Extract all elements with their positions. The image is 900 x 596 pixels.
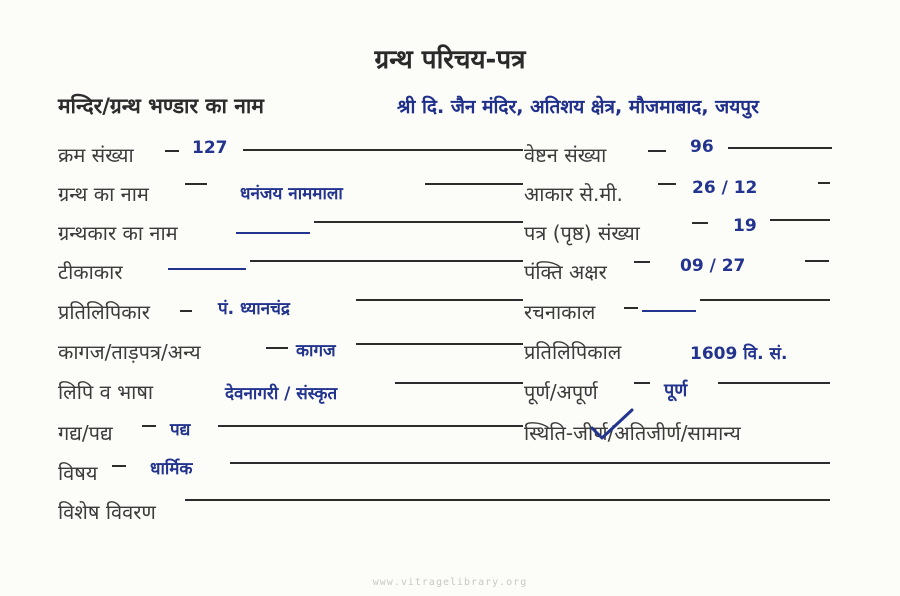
line-letters-value: 09 / 27 bbox=[680, 256, 746, 276]
fill-line bbox=[218, 425, 523, 427]
temple-name-label: मन्दिर/ग्रन्थ भण्डार का नाम bbox=[58, 94, 264, 118]
composition-period-label: रचनाकाल bbox=[524, 300, 596, 324]
checkmark-icon bbox=[588, 406, 636, 442]
complete-incomplete-label: पूर्ण/अपूर्ण bbox=[524, 380, 598, 404]
fill-line bbox=[700, 299, 830, 301]
dash bbox=[634, 382, 650, 384]
complete-incomplete-value: पूर्ण bbox=[664, 380, 688, 401]
temple-name-value: श्री दि. जैन मंदिर, अतिशय क्षेत्र, मौजमाबाद, जयपुर bbox=[397, 96, 759, 118]
fill-line bbox=[314, 221, 523, 223]
line-letters-label: पंक्ति अक्षर bbox=[524, 260, 607, 284]
material-label: कागज/ताड़पत्र/अन्य bbox=[58, 340, 201, 364]
page-count-value: 19 bbox=[733, 216, 757, 236]
blank-value-line bbox=[168, 268, 246, 270]
fill-line bbox=[395, 382, 523, 384]
copyist-label: प्रतिलिपिकार bbox=[58, 300, 150, 324]
dash bbox=[634, 261, 650, 263]
fill-line bbox=[356, 343, 523, 345]
commentator-label: टीकाकार bbox=[58, 260, 123, 284]
special-details-label: विशेष विवरण bbox=[58, 500, 156, 524]
blank-value-line bbox=[642, 310, 696, 312]
book-name-label: ग्रन्थ का नाम bbox=[58, 182, 149, 206]
dash bbox=[142, 425, 156, 427]
bundle-number-value: 96 bbox=[690, 137, 714, 157]
dash bbox=[266, 347, 288, 349]
subject-value: धार्मिक bbox=[150, 459, 193, 479]
fill-line bbox=[250, 260, 523, 262]
fill-line bbox=[728, 147, 832, 149]
fill-line bbox=[230, 462, 830, 464]
copy-period-label: प्रतिलिपिकाल bbox=[524, 340, 622, 364]
fill-line bbox=[425, 183, 523, 185]
prose-verse-label: गद्य/पद्य bbox=[58, 421, 113, 445]
dash bbox=[805, 260, 829, 262]
page-count-label: पत्र (पृष्ठ) संख्या bbox=[524, 221, 640, 245]
subject-label: विषय bbox=[58, 461, 98, 485]
fill-line bbox=[356, 299, 523, 301]
serial-number-label: क्रम संख्या bbox=[58, 143, 134, 167]
script-language-label: लिपि व भाषा bbox=[58, 380, 154, 404]
fill-line bbox=[718, 382, 830, 384]
dash bbox=[180, 310, 192, 312]
dash bbox=[185, 183, 207, 185]
watermark: www.vitragelibrary.org bbox=[372, 577, 528, 588]
dash bbox=[624, 307, 638, 309]
fill-line bbox=[243, 149, 523, 151]
dash bbox=[692, 222, 708, 224]
prose-verse-value: पद्य bbox=[170, 420, 191, 440]
card-title: ग्रन्थ परिचय-पत्र bbox=[374, 45, 526, 75]
material-value: कागज bbox=[296, 341, 336, 361]
fill-line bbox=[185, 499, 830, 501]
copy-period-value: 1609 वि. सं. bbox=[690, 344, 788, 364]
blank-value-line bbox=[236, 232, 310, 234]
dash bbox=[648, 150, 666, 152]
script-language-value: देवनागरी / संस्कृत bbox=[225, 384, 338, 404]
condition-label: स्थिति-जीर्ण/अतिजीर्ण/सामान्य bbox=[524, 421, 741, 445]
author-name-label: ग्रन्थकार का नाम bbox=[58, 221, 178, 245]
size-cm-label: आकार से.मी. bbox=[524, 182, 623, 206]
fill-line bbox=[770, 219, 830, 221]
copyist-value: पं. ध्यानचंद्र bbox=[218, 299, 290, 319]
dash bbox=[818, 182, 830, 184]
book-name-value: धनंजय नाममाला bbox=[240, 184, 343, 204]
dash bbox=[112, 465, 126, 467]
dash bbox=[165, 150, 179, 152]
size-cm-value: 26 / 12 bbox=[692, 178, 758, 198]
bundle-number-label: वेष्टन संख्या bbox=[524, 143, 607, 167]
dash bbox=[658, 183, 676, 185]
serial-number-value: 127 bbox=[192, 138, 228, 158]
